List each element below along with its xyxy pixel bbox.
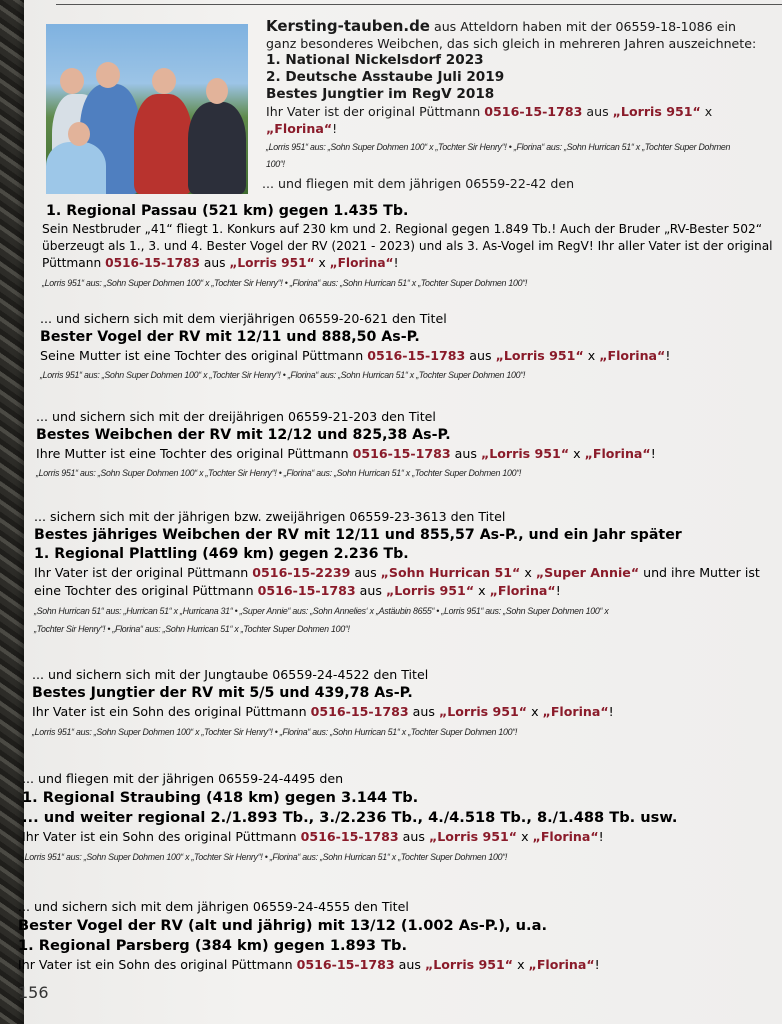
father-line: Ihr Vater ist der original Püttmann 0516-15-1783 aus „Lorris 951“ x „Florina“! bbox=[266, 104, 713, 136]
site-name: Kersting-tauben.de bbox=[266, 17, 430, 35]
page-number: 156 bbox=[18, 983, 49, 1002]
intro-text: Kersting-tauben.de aus Atteldorn haben mit der 06559-18-1086 ein ganz besonderes Weibchen, das sich gleich in mehreren Jahren auszeichnete: 1. National Nickelsdorf 2023 2. Deutsche Asstaube Juli 2019 Bestes Jungtier im RegV 2018 Ihr Vater ist der original Püttmann 0516-15-1783 aus „Lorris 951“ x „Florina“! „Lorris 951“ aus: „Sohn Super Dohmen 100“ x „Tochter Sir Henry“! • „Florina“ aus: „Sohn Hurrican 51“ x „Tochter Super Dohmen 100“! bbox=[266, 18, 766, 173]
section-parsberg: ... und sichern sich mit dem jährigen 06559-24-4555 den Titel Bester Vogel der RV (alt und jährig) mit 13/12 (1.002 As-P.), u.a. 1. Regional Parsberg (384 km) gegen 1.893 Tb. Ihr Vater ist ein Sohn des original Püttmann 0516-15-1783 aus „Lorris 951“ x „Florina“! bbox=[18, 898, 762, 974]
pedigree-line: „Lorris 951“ aus: „Sohn Super Dohmen 100“ x „Tochter Sir Henry“! • „Florina“ aus: „Sohn Hurrican 51“ x „Tochter Super Dohmen 100“! bbox=[22, 852, 508, 863]
pedigree-line: „Lorris 951“ aus: „Sohn Super Dohmen 100“ x „Tochter Sir Henry“! • „Florina“ aus: „Sohn Hurrican 51“ x „Tochter Super Dohmen 100“! bbox=[42, 278, 528, 289]
section-straubing: ... und fliegen mit der jährigen 06559-24-4495 den 1. Regional Straubing (418 km) gegen 3.144 Tb. ... und weiter regional 2./1.893 Tb., 3./2.236 Tb., 4./4.518 Tb., 8./1.488 Tb. usw. Ihr Vater ist ein Sohn des original Püttmann 0516-15-1783 aus „Lorris 951“ x „Florina“! „Lorris 951“ aus: „Sohn Super Dohmen 100“ x „Tochter Sir Henry“! • „Florina“ aus: „Sohn Hurrican 51“ x „Tochter Super Dohmen 100“! bbox=[22, 770, 766, 867]
section-bester-vogel: ... und sichern sich mit dem vierjährigen 06559-20-621 den Titel Bester Vogel der RV mit 12/11 und 888,50 As-P. Seine Mutter ist eine Tochter des original Püttmann 0516-15-1783 aus „Lorris 951“ x „Florina“! „Lorris 951“ aus: „Sohn Super Dohmen 100“ x „Tochter Sir Henry“! • „Florina“ aus: „Sohn Hurrican 51“ x „Tochter Super Dohmen 100“! bbox=[32, 310, 782, 385]
pedigree-line: „Lorris 951“ aus: „Sohn Super Dohmen 100“ x „Tochter Sir Henry“! • „Florina“ aus: „Sohn Hurrican 51“ x „Tochter Super Dohmen 100“! bbox=[40, 370, 526, 381]
breeder-family-photo bbox=[46, 24, 248, 194]
section-title: 1. Regional Parsberg (384 km) gegen 1.893 Tb. bbox=[18, 937, 408, 954]
section-title: Bester Vogel der RV mit 12/11 und 888,50 As-P. bbox=[40, 329, 420, 345]
section-title: 1. Regional Straubing (418 km) gegen 3.144 Tb. bbox=[22, 789, 419, 806]
section-title: ... und weiter regional 2./1.893 Tb., 3./2.236 Tb., 4./4.518 Tb., 8./1.488 Tb. usw. bbox=[22, 809, 678, 826]
section-passau: 1. Regional Passau (521 km) gegen 1.435 Tb. Sein Nestbruder „41“ fliegt 1. Konkurs auf 230 km und 2. Regional gegen 1.849 Tb.! Auch der Bruder „RV-Bester 502“ überzeugt als 1., 3. und 4. Bester Vogel der RV (2021 - 2023) und als 3. As-Vogel im RegV! Ihr aller Vater ist der original Püttmann 0516-15-1783 aus „Lorris 951“ x „Florina“! „Lorris 951“ aus: „Sohn Super Dohmen 100“ x „Tochter Sir Henry“! • „Florina“ aus: „Sohn Hurrican 51“ x „Tochter Super Dohmen 100“! bbox=[32, 202, 776, 292]
pedigree-line: „Lorris 951“ aus: „Sohn Super Dohmen 100“ x „Tochter Sir Henry“! • „Florina“ aus: „Sohn Hurrican 51“ x „Tochter Super Dohmen bbox=[266, 142, 731, 153]
pedigree-line: 100“! bbox=[266, 159, 285, 170]
fly-line: ... und fliegen mit dem jährigen 06559-22-42 den bbox=[262, 176, 575, 191]
section-title: 1. Regional Passau (521 km) gegen 1.435 Tb. bbox=[46, 203, 409, 219]
achievement-2: 2. Deutsche Asstaube Juli 2019 bbox=[266, 69, 505, 85]
section-title: 1. Regional Plattling (469 km) gegen 2.236 Tb. bbox=[34, 546, 409, 562]
section-bestes-weibchen: ... und sichern sich mit der dreijährigen 06559-21-203 den Titel Bestes Weibchen der RV mit 12/12 und 825,38 As-P. Ihre Mutter ist eine Tochter des original Püttmann 0516-15-1783 aus „Lorris 951“ x „Florina“! „Lorris 951“ aus: „Sohn Super Dohmen 100“ x „Tochter Sir Henry“! • „Florina“ aus: „Sohn Hurrican 51“ x „Tochter Super Dohmen 100“! bbox=[32, 408, 780, 483]
achievement-3: Bestes Jungtier im RegV 2018 bbox=[266, 86, 495, 102]
pedigree-line: „Lorris 951“ aus: „Sohn Super Dohmen 100“ x „Tochter Sir Henry“! • „Florina“ aus: „Sohn Hurrican 51“ x „Tochter Super Dohmen 100“! bbox=[32, 727, 518, 738]
pedigree-line: „Lorris 951“ aus: „Sohn Super Dohmen 100“ x „Tochter Sir Henry“! • „Florina“ aus: „Sohn Hurrican 51“ x „Tochter Super Dohmen 100“! bbox=[36, 468, 522, 479]
achievement-1: 1. National Nickelsdorf 2023 bbox=[266, 52, 484, 68]
section-bestes-jungtier: ... und sichern sich mit der Jungtaube 06559-24-4522 den Titel Bestes Jungtier der RV mit 5/5 und 439,78 As-P. Ihr Vater ist ein Sohn des original Püttmann 0516-15-1783 aus „Lorris 951“ x „Florina“! „Lorris 951“ aus: „Sohn Super Dohmen 100“ x „Tochter Sir Henry“! • „Florina“ aus: „Sohn Hurrican 51“ x „Tochter Super Dohmen 100“! bbox=[32, 666, 776, 742]
section-title: Bestes jähriges Weibchen der RV mit 12/11 und 855,57 As-P., und ein Jahr später bbox=[34, 527, 682, 543]
section-title: Bestes Jungtier der RV mit 5/5 und 439,78 As-P. bbox=[32, 685, 413, 701]
magazine-page bbox=[18, 0, 782, 1024]
pedigree-line: „Sohn Hurrican 51“ aus: „Hurrican 51“ x „Hurricana 31“ • „Super Annie“ aus: „Sohn Annelies‘ x „Astäubin 8655“ • „Lorris 951“ aus: „Sohn Super Dohmen 100“ x bbox=[34, 606, 609, 617]
top-rule bbox=[56, 4, 782, 5]
section-title: Bester Vogel der RV (alt und jährig) mit 13/12 (1.002 As-P.), u.a. bbox=[18, 917, 547, 934]
pedigree-line: „Tochter Sir Henry“! • „Florina“ aus: „Sohn Hurrican 51“ x „Tochter Super Dohmen 100“! bbox=[34, 624, 350, 635]
section-title: Bestes Weibchen der RV mit 12/12 und 825,38 As-P. bbox=[36, 427, 451, 443]
section-plattling: ... sichern sich mit der jährigen bzw. zweijährigen 06559-23-3613 den Titel Bestes jähriges Weibchen der RV mit 12/11 und 855,57 As-P., und ein Jahr später 1. Regional Plattling (469 km) gegen 2.236 Tb. Ihr Vater ist der original Püttmann 0516-15-2239 aus „Sohn Hurrican 51“ x „Super Annie“ und ihre Mutter ist eine Tochter des original Püttmann 0516-15-1783 aus „Lorris 951“ x „Florina“! „Sohn Hurrican 51“ aus: „Hurrican 51“ x „Hurricana 31“ • „Super Annie“ aus: „Sohn Annelies‘ x „Astäubin 8655“ • „Lorris 951“ aus: „Sohn Super Dohmen 100“ x „Tochter Sir Henry“! • „Florina“ aus: „Sohn Hurrican 51“ x „Tochter Super Dohmen 100“! bbox=[32, 508, 778, 639]
